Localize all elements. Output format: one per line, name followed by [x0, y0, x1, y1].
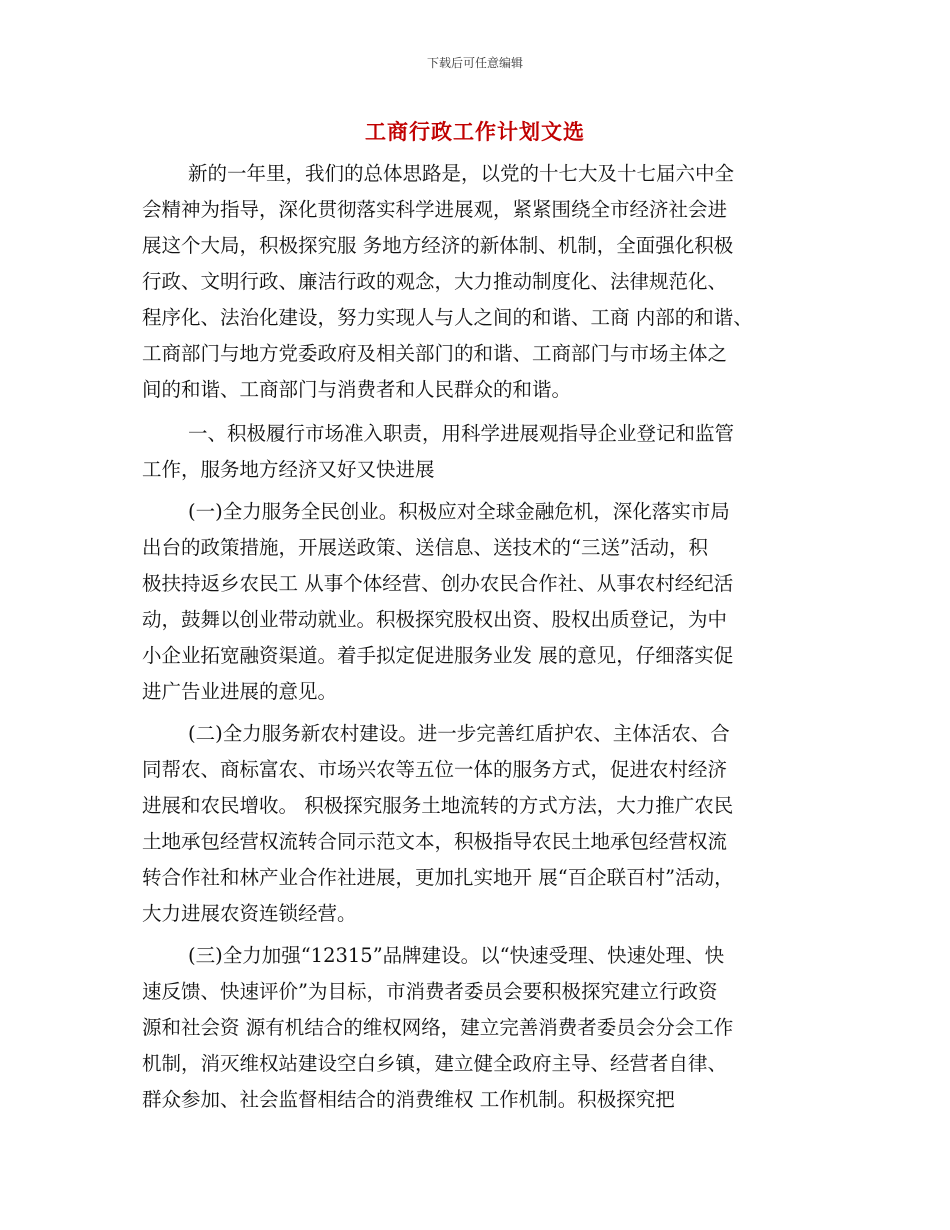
paragraph-line: 出台的政策措施，开展送政策、送信息、送技术的“三送”活动，积 — [142, 536, 708, 559]
paragraph-line: 展这个大局，积极探究服 务地方经济的新体制、机制，全面强化积极 — [142, 234, 734, 257]
paragraph-line: 会精神为指导，深化贯彻落实科学进展观，紧紧围绕全市经济社会进 — [142, 198, 728, 221]
paragraph-line: 进广告业进展的意见。 — [142, 680, 338, 703]
paragraph-line: 源和社会资 源有机结合的维权网络，建立完善消费者委员会分会工作 — [142, 1016, 734, 1039]
paragraph-line: (二)全力服务新农村建设。进一步完善红盾护农、主体活农、合 — [188, 722, 730, 745]
paragraph-line: 极扶持返乡农民工 从事个体经营、创办农民合作社、从事农村经纪活 — [142, 572, 734, 595]
paragraph-line: 机制，消灭维权站建设空白乡镇，建立健全政府主导、经营者自律、 — [142, 1052, 728, 1075]
paragraph-line: 同帮农、商标富农、市场兴农等五位一体的服务方式，促进农村经济 — [142, 758, 728, 781]
header-note: 下载后可任意编辑 — [426, 56, 523, 70]
paragraph-line: 工商部门与地方党委政府及相关部门的和谐、工商部门与市场主体之 — [142, 342, 728, 365]
section-heading-line: 一、积极履行市场准入职责，用科学进展观指导企业登记和监管 — [188, 422, 735, 445]
paragraph-line: 程序化、法治化建设，努力实现人与人之间的和谐、工商 内部的和谐、 — [142, 306, 753, 329]
section-heading-line: 工作，服务地方经济又好又快进展 — [142, 458, 435, 481]
paragraph-line: 土地承包经营权流转合同示范文本，积极指导农民土地承包经营权流 — [142, 830, 728, 853]
paragraph-line: 间的和谐、工商部门与消费者和人民群众的和谐。 — [142, 378, 572, 401]
paragraph-line: 动，鼓舞以创业带动就业。积极探究股权出资、股权出质登记，为中 — [142, 608, 728, 631]
paragraph-line: 转合作社和林产业合作社进展，更加扎实地开 展“百企联百村”活动， — [142, 866, 734, 889]
paragraph-line: (三)全力加强“12315”品牌建设。以“快速受理、快速处理、快 — [188, 944, 725, 967]
paragraph-line: 群众参加、社会监督相结合的消费维权 工作机制。积极探究把 — [142, 1088, 675, 1111]
paragraph-line: 行政、文明行政、廉洁行政的观念，大力推动制度化、法律规范化、 — [142, 270, 728, 293]
paragraph-line: 新的一年里，我们的总体思路是，以党的十七大及十七届六中全 — [188, 162, 735, 185]
paragraph-line: 进展和农民增收。 积极探究服务土地流转的方式方法，大力推广农民 — [142, 794, 734, 817]
paragraph-line: 大力进展农资连锁经营。 — [142, 902, 357, 925]
document-title: 工商行政工作计划文选 — [365, 119, 585, 144]
paragraph-line: 速反馈、快速评价”为目标，市消费者委员会要积极探究建立行政资 — [142, 980, 718, 1003]
paragraph-line: 小企业拓宽融资渠道。着手拟定促进服务业发 展的意见，仔细落实促 — [142, 644, 734, 667]
paragraph-line: (一)全力服务全民创业。积极应对全球金融危机，深化落实市局 — [188, 500, 730, 523]
